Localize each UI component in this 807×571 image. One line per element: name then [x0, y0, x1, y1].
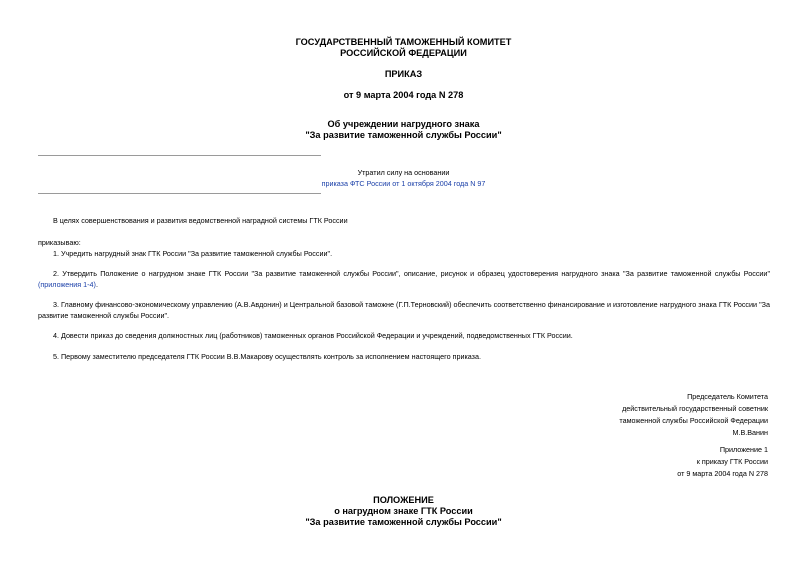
org-name-line2: РОССИЙСКОЙ ФЕДЕРАЦИИ	[340, 48, 467, 58]
order-item-4: 4. Довести приказ до сведения должностных лиц (работников) таможенных органов Российской Федерации и учреждений, подведомственных ГТК России.	[53, 331, 573, 340]
regulation-subtitle-line1: о нагрудном знаке ГТК России	[334, 506, 473, 516]
appendix-order-ref: к приказу ГТК России	[696, 457, 768, 466]
document-subject-line1: Об учреждении нагрудного знака	[327, 119, 480, 129]
divider-bottom	[38, 193, 321, 194]
signature-position: Председатель Комитета	[687, 392, 768, 401]
document-subject-line2: "За развитие таможенной службы России"	[305, 130, 502, 140]
order-item-3: 3. Главному финансово-экономическому управлению (А.В.Авдонин) и Центральной базовой таможне (Г.П.Терновский) обеспечить соответственно финансирование и изготовление нагрудного знака ГТК России "За развитие таможенной службы России".	[38, 300, 770, 320]
preamble-paragraph: В целях совершенствования и развития ведомственной наградной системы ГТК России	[53, 216, 348, 225]
status-note-text: Утратил силу на основании	[357, 168, 450, 177]
order-item-5: 5. Первому заместителю председателя ГТК России В.В.Макарову осуществлять контроль за исполнением настоящего приказа.	[53, 352, 481, 361]
signature-rank-line1: действительный государственный советник	[622, 404, 768, 413]
document-date: от 9 марта 2004 года N 278	[343, 90, 464, 100]
appendix-label: Приложение 1	[719, 445, 768, 454]
order-item-2	[38, 268, 770, 290]
appendices-link[interactable]: (приложения 1-4)	[38, 280, 96, 289]
org-name-line1: ГОСУДАРСТВЕННЫЙ ТАМОЖЕННЫЙ КОМИТЕТ	[295, 37, 512, 47]
appendix-order-date: от 9 марта 2004 года N 278	[677, 469, 768, 478]
divider-top	[38, 155, 321, 156]
signature-rank-line2: таможенной службы Российской Федерации	[619, 416, 768, 425]
order-item-2-end: .	[95, 280, 98, 289]
signature-name: М.В.Ванин	[732, 428, 768, 437]
status-note-link[interactable]: приказа ФТС России от 1 октября 2004 года N 97	[321, 179, 486, 188]
order-item-1: 1. Учредить нагрудный знак ГТК России "За развитие таможенной службы России".	[53, 249, 333, 258]
order-word: приказываю:	[38, 238, 81, 247]
regulation-subtitle-line2: "За развитие таможенной службы России"	[305, 517, 502, 527]
order-item-2-text: 2. Утвердить Положение о нагрудном знаке ГТК России "За развитие таможенной службы России", описание, рисунок и образец удостоверения нагрудного знака "За развитие таможенной службы России"	[53, 269, 770, 278]
document-type: ПРИКАЗ	[384, 69, 423, 79]
regulation-title: ПОЛОЖЕНИЕ	[373, 495, 434, 505]
